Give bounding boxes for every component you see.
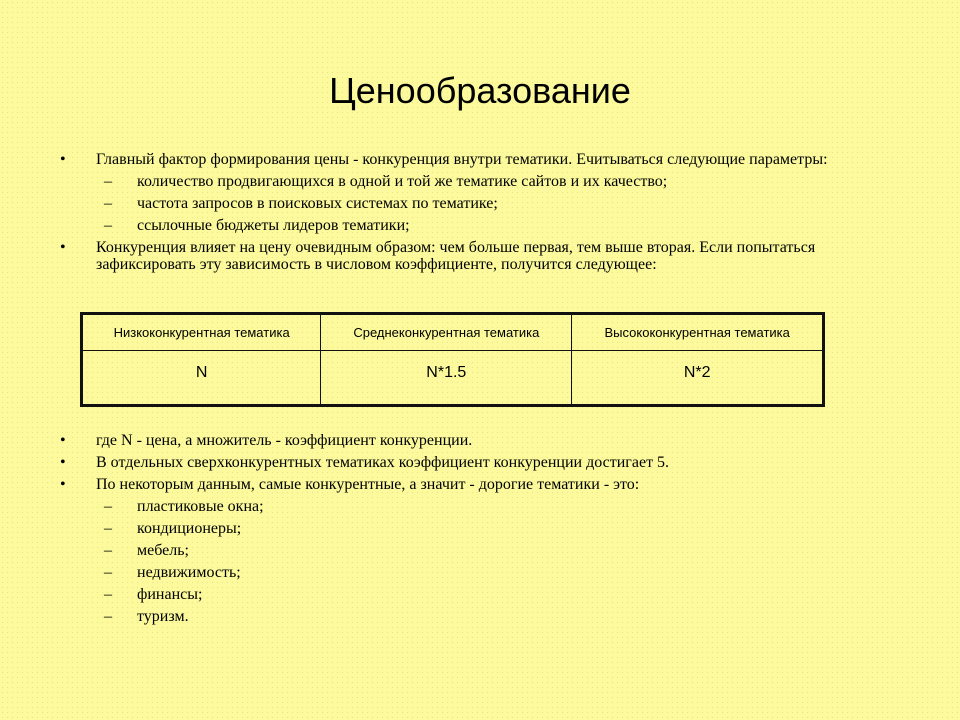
slide-title: Ценообразование xyxy=(329,70,631,111)
bullet-item: • Конкуренция влияет на цену очевидным образом: чем больше первая, тем выше вторая. Если попытаться зафиксировать эту зависимость в числовом коэффициенте, получится следующее: xyxy=(60,239,860,273)
sub-bullet-item: – финансы; xyxy=(60,586,860,603)
sub-bullet-item: – мебель; xyxy=(60,542,860,559)
table-header-cell: Среднеконкурентная тематика xyxy=(321,314,572,351)
table-header-cell: Высококонкурентная тематика xyxy=(572,314,824,351)
sub-bullet-item: – ссылочные бюджеты лидеров тематики; xyxy=(60,217,860,234)
table-cell: N xyxy=(82,351,321,406)
table-cell: N*1.5 xyxy=(321,351,572,406)
bullet-item: • По некоторым данным, самые конкурентные, а значит - дорогие тематики - это: xyxy=(60,476,860,493)
coefficient-table xyxy=(80,312,825,407)
table-row xyxy=(82,351,824,406)
bullet-item: • Главный фактор формирования цены - конкуренция внутри тематики. Ечитываться следующие параметры: xyxy=(60,151,860,168)
table-cell: N*2 xyxy=(572,351,824,406)
top-bullet-list xyxy=(60,151,860,278)
bottom-bullet-list xyxy=(60,432,860,630)
bullet-item: • где N - цена, а множитель - коэффициент конкуренции. xyxy=(60,432,860,449)
sub-bullet-item: – туризм. xyxy=(60,608,860,625)
sub-bullet-item: – пластиковые окна; xyxy=(60,498,860,515)
sub-bullet-item: – кондиционеры; xyxy=(60,520,860,537)
sub-bullet-item: – недвижимость; xyxy=(60,564,860,581)
table-header-cell: Низкоконкурентная тематика xyxy=(82,314,321,351)
sub-bullet-item: – частота запросов в поисковых системах по тематике; xyxy=(60,195,860,212)
bullet-item: • В отдельных сверхконкурентных тематиках коэффициент конкуренции достигает 5. xyxy=(60,454,860,471)
sub-bullet-item: – количество продвигающихся в одной и той же тематике сайтов и их качество; xyxy=(60,173,860,190)
table-header-row xyxy=(82,314,824,351)
